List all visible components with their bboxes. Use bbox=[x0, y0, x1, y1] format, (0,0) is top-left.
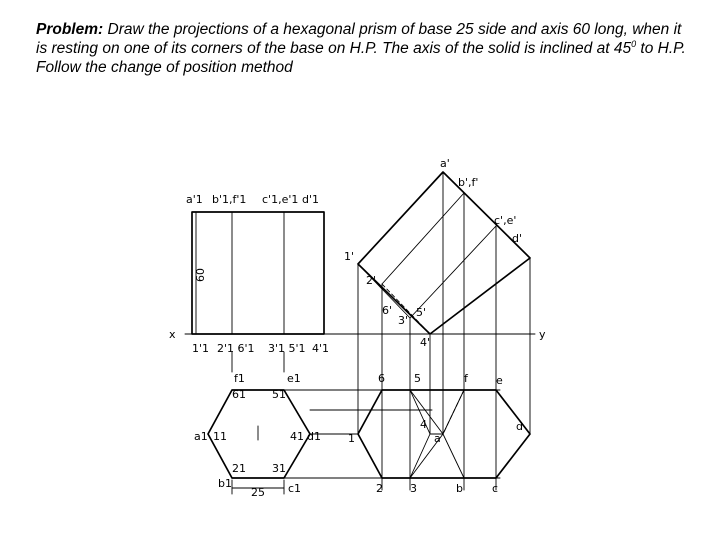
label-plan-right: b bbox=[456, 482, 463, 495]
label-fv-top: d'1 bbox=[302, 193, 320, 206]
problem-label: Problem: bbox=[36, 21, 104, 38]
label-plan-right: a bbox=[434, 432, 441, 445]
label-fv-top: a'1 bbox=[186, 193, 203, 206]
label-plan-left: 21 bbox=[232, 462, 246, 475]
label-plan-left: f1 bbox=[234, 372, 245, 385]
label-fv-tilted: 1' bbox=[344, 250, 355, 263]
label-fv-tilted: 3' bbox=[398, 314, 409, 327]
label-plan-left: d1 bbox=[307, 430, 321, 443]
dim-60: 60 bbox=[194, 268, 207, 282]
label-fv-tilted: 5' bbox=[416, 306, 427, 319]
label-fv-tilted: d' bbox=[512, 232, 523, 245]
label-plan-right: 4 bbox=[420, 418, 427, 431]
label-fv-tilted: 6' bbox=[382, 304, 393, 317]
label-plan-right: 2 bbox=[376, 482, 383, 495]
label-plan-left: 61 bbox=[232, 388, 246, 401]
label-fv-tilted: 4' bbox=[420, 336, 431, 349]
plan-final bbox=[348, 372, 530, 495]
label-plan-left: e1 bbox=[287, 372, 301, 385]
label-y: y bbox=[539, 328, 546, 341]
label-plan-left: 41 bbox=[290, 430, 304, 443]
label-plan-right: 3 bbox=[410, 482, 417, 495]
label-plan-right: c bbox=[492, 482, 499, 495]
projectors-initial bbox=[232, 352, 284, 372]
dim-25: 25 bbox=[251, 486, 265, 499]
problem-text: Draw the projections of a hexagonal prism of base 25 side and axis 60 long, when it is resting on one of its corners of the base on H.P. The axis of the solid is inclined at 45 bbox=[36, 21, 682, 57]
projectors-horizontal bbox=[284, 390, 500, 478]
label-plan-left: 51 bbox=[272, 388, 286, 401]
label-fv-tilted: c',e' bbox=[494, 214, 517, 227]
plan-initial bbox=[194, 372, 321, 499]
label-fv-bottom: 4'1 bbox=[312, 342, 330, 355]
label-fv-bottom: 1'1 bbox=[192, 342, 210, 355]
label-fv-tilted: a' bbox=[440, 157, 450, 170]
degree-mark: 0 bbox=[631, 38, 637, 49]
front-view-initial bbox=[186, 193, 329, 355]
label-x: x bbox=[169, 328, 176, 341]
label-plan-right: e bbox=[496, 374, 503, 387]
label-plan-left: 11 bbox=[213, 430, 227, 443]
label-fv-top: b'1,f'1 bbox=[212, 193, 247, 206]
label-fv-tilted: b',f' bbox=[458, 176, 479, 189]
label-plan-left: c1 bbox=[288, 482, 302, 495]
label-plan-left: a1 bbox=[194, 430, 208, 443]
label-plan-right: f bbox=[464, 372, 468, 385]
label-fv-bottom: 3'1 5'1 bbox=[268, 342, 306, 355]
label-fv-tilted: 2' bbox=[366, 274, 377, 287]
label-fv-top: c'1,e'1 bbox=[262, 193, 299, 206]
label-plan-right: d bbox=[516, 420, 523, 433]
label-plan-left: 31 bbox=[272, 462, 286, 475]
label-plan-right: 1 bbox=[348, 432, 355, 445]
label-plan-right: 5 bbox=[414, 372, 421, 385]
problem-text-end: to H.P. Follow the change of position method bbox=[36, 40, 686, 76]
label-plan-right: 6 bbox=[378, 372, 385, 385]
label-fv-bottom: 2'1 6'1 bbox=[217, 342, 255, 355]
label-plan-left: b1 bbox=[218, 477, 232, 490]
